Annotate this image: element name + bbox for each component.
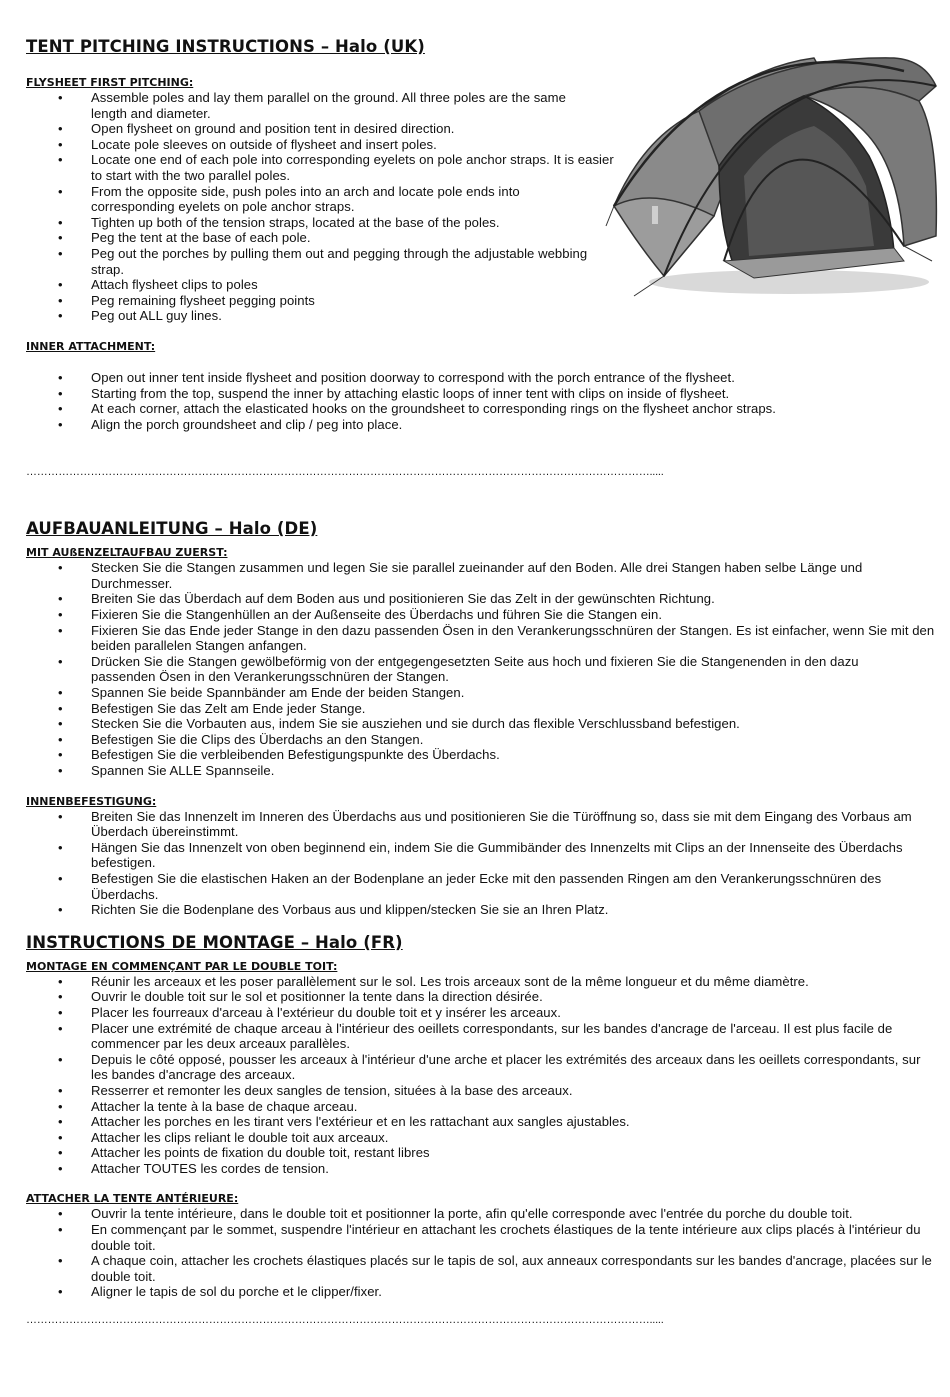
fr-title: INSTRUCTIONS DE MONTAGE – Halo (FR)	[26, 932, 403, 952]
list-item: • Attacher les points de fixation du double toit, restant libres	[26, 1145, 938, 1161]
list-item: • Befestigen Sie die elastischen Haken an der Bodenplane an jeder Ecke mit den passenden Ringen am den Verankerungsschnüren des Überdachs.	[26, 871, 938, 902]
section-separator-bottom: ………………………………………………………………………………………………………………………………………………………….....	[26, 1314, 664, 1327]
list-item: • Drücken Sie die Stangen gewölbeförmig von der entgegengesetzten Seite aus hoch und fixieren Sie die Stangenenden in den dazu passenden Ösen in den Verankerungsschnüren der Stangen.	[26, 654, 911, 685]
list-item: • Réunir les arceaux et les poser parallèlement sur le sol. Les trois arceaux sont de la même longueur et du même diamètre.	[26, 974, 938, 990]
list-item: • Attacher les clips reliant le double toit aux arceaux.	[26, 1130, 938, 1146]
fr-inner-heading: ATTACHER LA TENTE ANTÉRIEURE:	[26, 1192, 239, 1206]
list-item: • Open flysheet on ground and position tent in desired direction.	[26, 121, 591, 137]
de-flysheet-heading: MIT AUßENZELTAUFBAU ZUERST:	[26, 546, 228, 560]
list-item: • Fixieren Sie die Stangenhüllen an der Außenseite des Überdachs und führen Sie die Stangen ein.	[26, 607, 938, 623]
list-item: • Open out inner tent inside flysheet and position doorway to correspond with the porch entrance of the flysheet.	[26, 370, 938, 386]
list-item: • Peg the tent at the base of each pole.	[26, 230, 591, 246]
list-item: • Resserrer et remonter les deux sangles de tension, situées à la base des arceaux.	[26, 1083, 938, 1099]
list-item: • Depuis le côté opposé, pousser les arceaux à l'intérieur d'une arche et placer les extrémités des arceaux dans les oeillets correspondants, sur les bandes d'ancrage des arceaux.	[26, 1052, 938, 1083]
list-item: • En commençant par le sommet, suspendre l'intérieur en attachant les crochets élastiques de la tente intérieure aux clips placés à l'intérieur du double toit.	[26, 1222, 938, 1253]
list-item: • Hängen Sie das Innenzelt von oben beginnend ein, indem Sie die Gummibänder des Innenzelts mit Clips an der Innenseite des Überdachs befestigen.	[26, 840, 938, 871]
list-item: • Attach flysheet clips to poles	[26, 277, 591, 293]
list-item: • Befestigen Sie die verbleibenden Befestigungspunkte des Überdachs.	[26, 747, 938, 763]
list-item: • A chaque coin, attacher les crochets élastiques placés sur le tapis de sol, aux anneaux correspondants sur les bandes d'ancrage, placées sur le double toit.	[26, 1253, 938, 1284]
list-item: • Aligner le tapis de sol du porche et le clipper/fixer.	[26, 1284, 938, 1300]
list-item: • Locate pole sleeves on outside of flysheet and insert poles.	[26, 137, 591, 153]
list-item: • Placer les fourreaux d'arceau à l'extérieur du double toit et y insérer les arceaux.	[26, 1005, 938, 1021]
de-flysheet-list	[26, 560, 938, 778]
uk-inner-list	[26, 370, 938, 432]
list-item: • Ouvrir le double toit sur le sol et positionner la tente dans la direction désirée.	[26, 989, 938, 1005]
list-item: • Breiten Sie das Überdach auf dem Boden aus und positionieren Sie das Zelt in der gewünschten Richtung.	[26, 591, 938, 607]
list-item: • Peg out ALL guy lines.	[26, 308, 591, 324]
uk-flysheet-heading: FLYSHEET FIRST PITCHING:	[26, 76, 194, 89]
list-item: • Locate one end of each pole into corresponding eyelets on pole anchor straps. It is easier to start with the two parallel poles.	[26, 152, 621, 183]
de-title: AUFBAUANLEITUNG – Halo (DE)	[26, 519, 318, 539]
fr-section	[26, 932, 938, 1326]
fr-flysheet-heading: MONTAGE EN COMMENÇANT PAR LE DOUBLE TOIT:	[26, 959, 338, 973]
list-item: • Align the porch groundsheet and clip / peg into place.	[26, 417, 938, 433]
de-section	[26, 518, 938, 917]
list-item: • From the opposite side, push poles into an arch and locate pole ends into corresponding eyelets on pole anchor straps.	[26, 184, 586, 215]
list-item: • Tighten up both of the tension straps, located at the base of the poles.	[26, 215, 591, 231]
list-item: • Befestigen Sie die Clips des Überdachs an den Stangen.	[26, 732, 938, 748]
list-item: • Assemble poles and lay them parallel on the ground. All three poles are the same length and diameter.	[26, 90, 591, 121]
list-item: • Stecken Sie die Vorbauten aus, indem Sie sie ausziehen und sie durch das flexible Verschlussband befestigen.	[26, 716, 938, 732]
list-item: • Ouvrir la tente intérieure, dans le double toit et positionner la porte, afin qu'elle corresponde avec l'entrée du porche du double toit.	[26, 1206, 938, 1222]
list-item: • Peg remaining flysheet pegging points	[26, 293, 591, 309]
list-item: • At each corner, attach the elasticated hooks on the groundsheet to corresponding rings on the flysheet anchor straps.	[26, 401, 938, 417]
uk-inner-heading: INNER ATTACHMENT:	[26, 339, 156, 353]
list-item: • Richten Sie die Bodenplane des Vorbaus aus und klippen/stecken Sie sie an Ihren Platz.	[26, 902, 938, 918]
list-item: • Spannen Sie beide Spannbänder am Ende der beiden Stangen.	[26, 685, 938, 701]
uk-title: TENT PITCHING INSTRUCTIONS – Halo (UK)	[26, 37, 425, 56]
list-item: • Attacher la tente à la base de chaque arceau.	[26, 1099, 938, 1115]
list-item: • Fixieren Sie das Ende jeder Stange in den dazu passenden Ösen in den Verankerungsschnüren der Stangen. Es ist einfacher, wenn Sie mit den beiden parallelen Stangen anfangen.	[26, 623, 938, 654]
list-item: • Spannen Sie ALLE Spannseile.	[26, 763, 938, 779]
list-item: • Starting from the top, suspend the inner by attaching elastic loops of inner tent with clips on inside of flysheet.	[26, 386, 938, 402]
de-inner-list	[26, 809, 938, 918]
fr-flysheet-list	[26, 974, 938, 1177]
list-item: • Stecken Sie die Stangen zusammen und legen Sie sie parallel zueinander auf den Boden. Alle drei Stangen haben selbe Länge und Durchmesser.	[26, 560, 911, 591]
list-item: • Placer une extrémité de chaque arceau à l'intérieur des oeillets correspondants, sur les bandes d'ancrage de l'arceau. Il est plus facile de commencer par les deux arceaux parallèles.	[26, 1021, 938, 1052]
section-separator: ………………………………………………………………………………………………………………………………………………………….....	[26, 466, 664, 479]
fr-inner-list	[26, 1206, 938, 1300]
list-item: • Befestigen Sie das Zelt am Ende jeder Stange.	[26, 701, 938, 717]
list-item: • Attacher les porches en les tirant vers l'extérieur et en les rattachant aux sangles ajustables.	[26, 1114, 938, 1130]
list-item: • Attacher TOUTES les cordes de tension.	[26, 1161, 938, 1177]
uk-section	[26, 36, 938, 478]
list-item: • Breiten Sie das Innenzelt im Inneren des Überdachs aus und positionieren Sie die Türöffnung so, dass sie mit dem Eingang des Vorbaus am Überdach übereinstimmt.	[26, 809, 938, 840]
list-item: • Peg out the porches by pulling them out and pegging through the adjustable webbing strap.	[26, 246, 606, 277]
de-inner-heading: INNENBEFESTIGUNG:	[26, 794, 157, 808]
uk-flysheet-list	[26, 90, 938, 324]
